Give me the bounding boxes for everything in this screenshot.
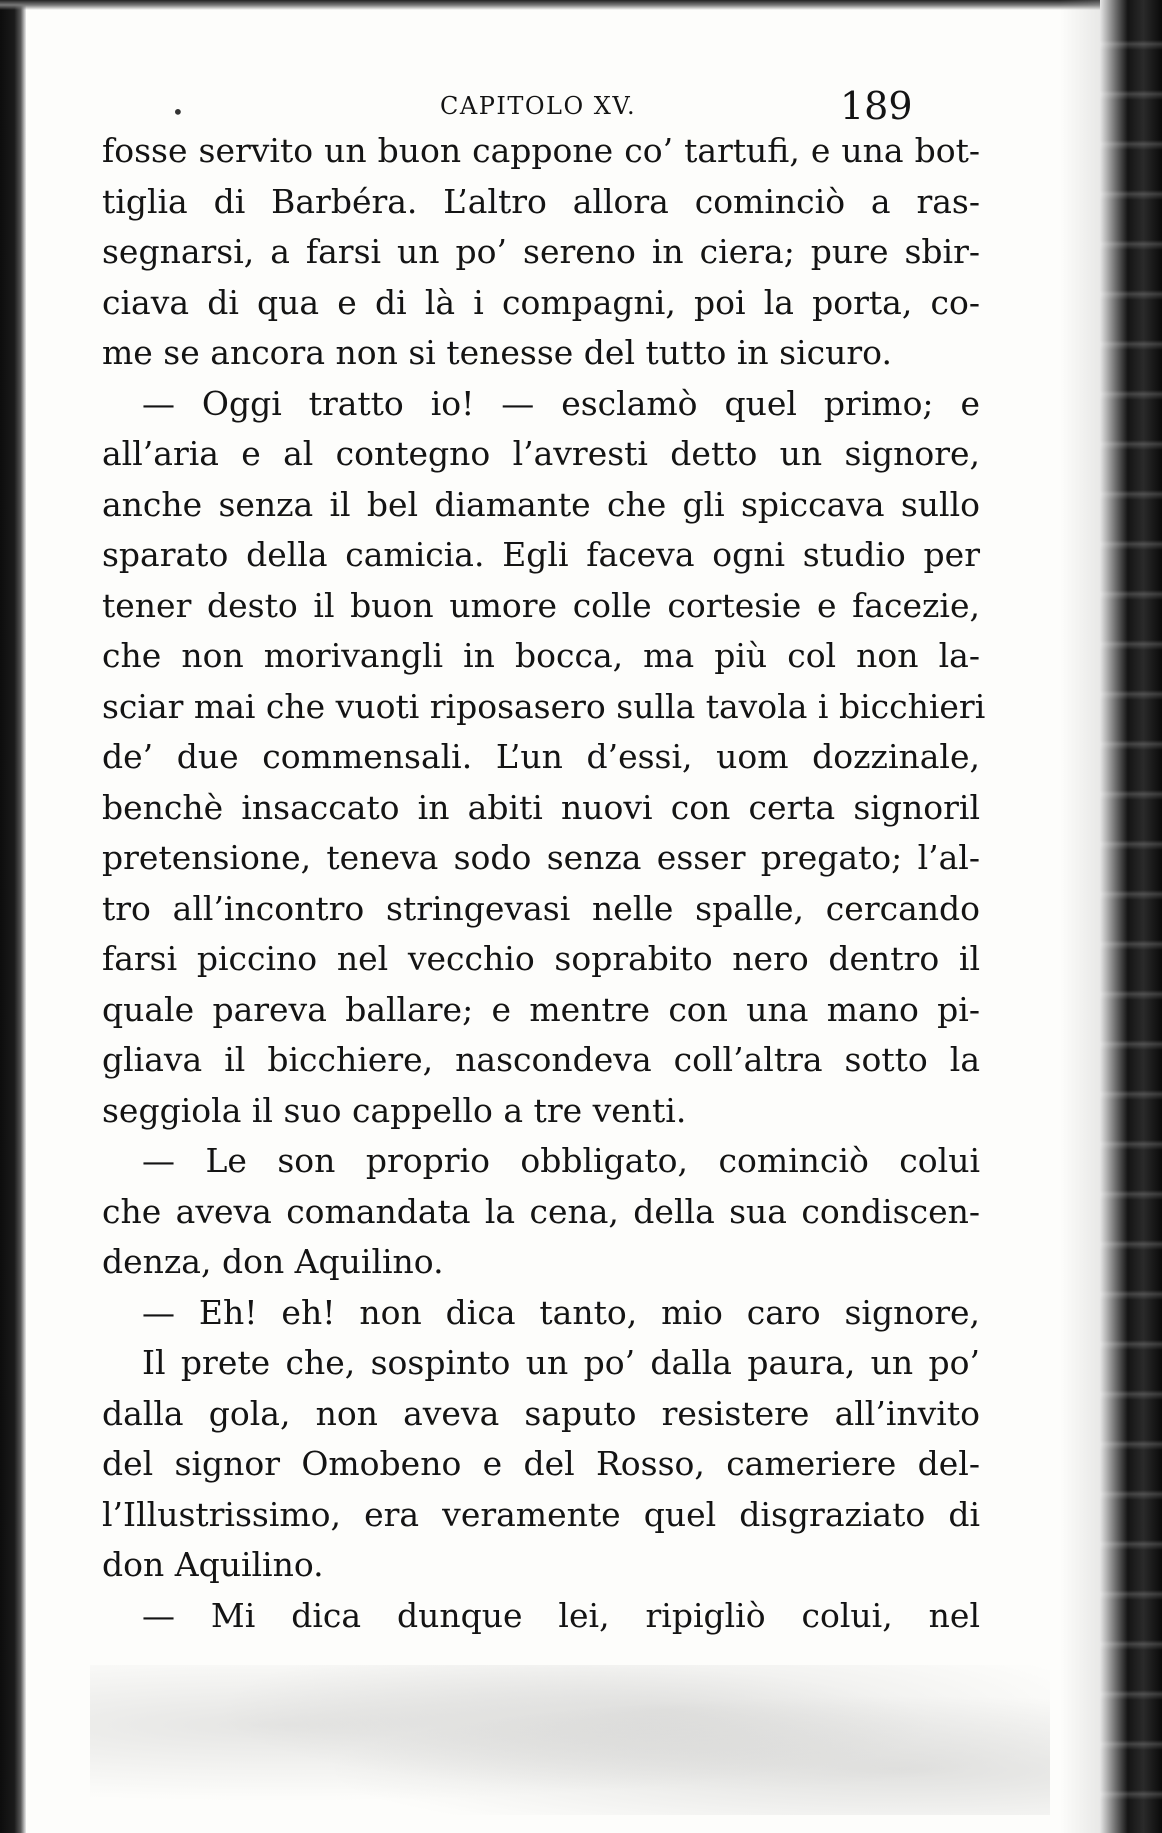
text-line: segnarsi, a farsi un po’ sereno in ciera; pure sbir- [102, 232, 980, 271]
bleed-through-noise [90, 1665, 1050, 1815]
top-scan-edge [0, 0, 1162, 10]
left-binding-edge [0, 0, 26, 1833]
text-line: — Oggi tratto io! — esclamò quel primo; e [142, 383, 980, 423]
text-line: ciava di qua e di là i compagni, poi la porta, co- [102, 282, 980, 322]
text-line: me se ancora non si tenesse del tutto in sicuro. [102, 333, 892, 372]
text-line: anche senza il bel diamante che gli spiccava sullo [102, 484, 980, 524]
text-line: farsi piccino nel vecchio soprabito nero dentro il [102, 939, 980, 978]
chapter-title: CAPITOLO XV. [440, 92, 637, 120]
text-line: seggiola il suo cappello a tre venti. [102, 1090, 687, 1130]
text-line: denza, don Aquilino. [102, 1242, 444, 1281]
text-line: del signor Omobeno e del Rosso, cameriere del- [102, 1444, 980, 1483]
text-line: tener desto il buon umore colle cortesie e facezie, [102, 585, 980, 625]
text-line: pretensione, teneva sodo senza esser pregato; l’al- [102, 838, 980, 877]
text-line: de’ due commensali. L’un d’essi, uom dozzinale, [102, 737, 980, 776]
text-line: dalla gola, non aveva saputo resistere all’invito [102, 1393, 980, 1433]
running-header [100, 70, 980, 130]
text-line: sparato della camicia. Egli faceva ogni studio per [102, 535, 980, 574]
body-text [102, 126, 986, 1641]
text-line: quale pareva ballare; e mentre con una mano pi- [102, 989, 980, 1029]
text-line: — Le son proprio obbligato, cominciò colui [142, 1141, 980, 1180]
text-line: sciar mai che vuoti riposasero sulla tavola i bicchieri [102, 686, 986, 726]
text-line: l’Illustrissimo, era veramente quel disgraziato di [102, 1494, 980, 1534]
text-line: fosse servito un buon cappone co’ tartufi, e una bot- [102, 131, 980, 170]
text-line: — Mi dica dunque lei, ripigliò colui, nel [142, 1595, 980, 1635]
page-number: 189 [840, 84, 913, 128]
text-line: — Eh! eh! non dica tanto, mio caro signore, [142, 1292, 980, 1332]
text-line: benchè insaccato in abiti nuovi con certa signoril [102, 787, 980, 827]
text-line: che aveva comandata la cena, della sua condiscen- [102, 1191, 980, 1231]
text-line: don Aquilino. [102, 1545, 324, 1584]
right-binding-gutter [1100, 0, 1162, 1833]
gutter-shadow [1060, 0, 1100, 1833]
text-line: tro all’incontro stringevasi nelle spalle, cercando [102, 888, 980, 928]
text-line: che non morivangli in bocca, ma più col non la- [102, 636, 980, 675]
text-line: Il prete che, sospinto un po’ dalla paura, un po’ [142, 1343, 980, 1382]
text-line: all’aria e al contegno l’avresti detto un signore, [102, 434, 980, 473]
text-line: tiglia di Barbéra. L’altro allora cominciò a ras- [102, 181, 980, 221]
text-line: gliava il bicchiere, nascondeva coll’altra sotto la [102, 1040, 980, 1079]
header-dot: • [172, 100, 184, 124]
